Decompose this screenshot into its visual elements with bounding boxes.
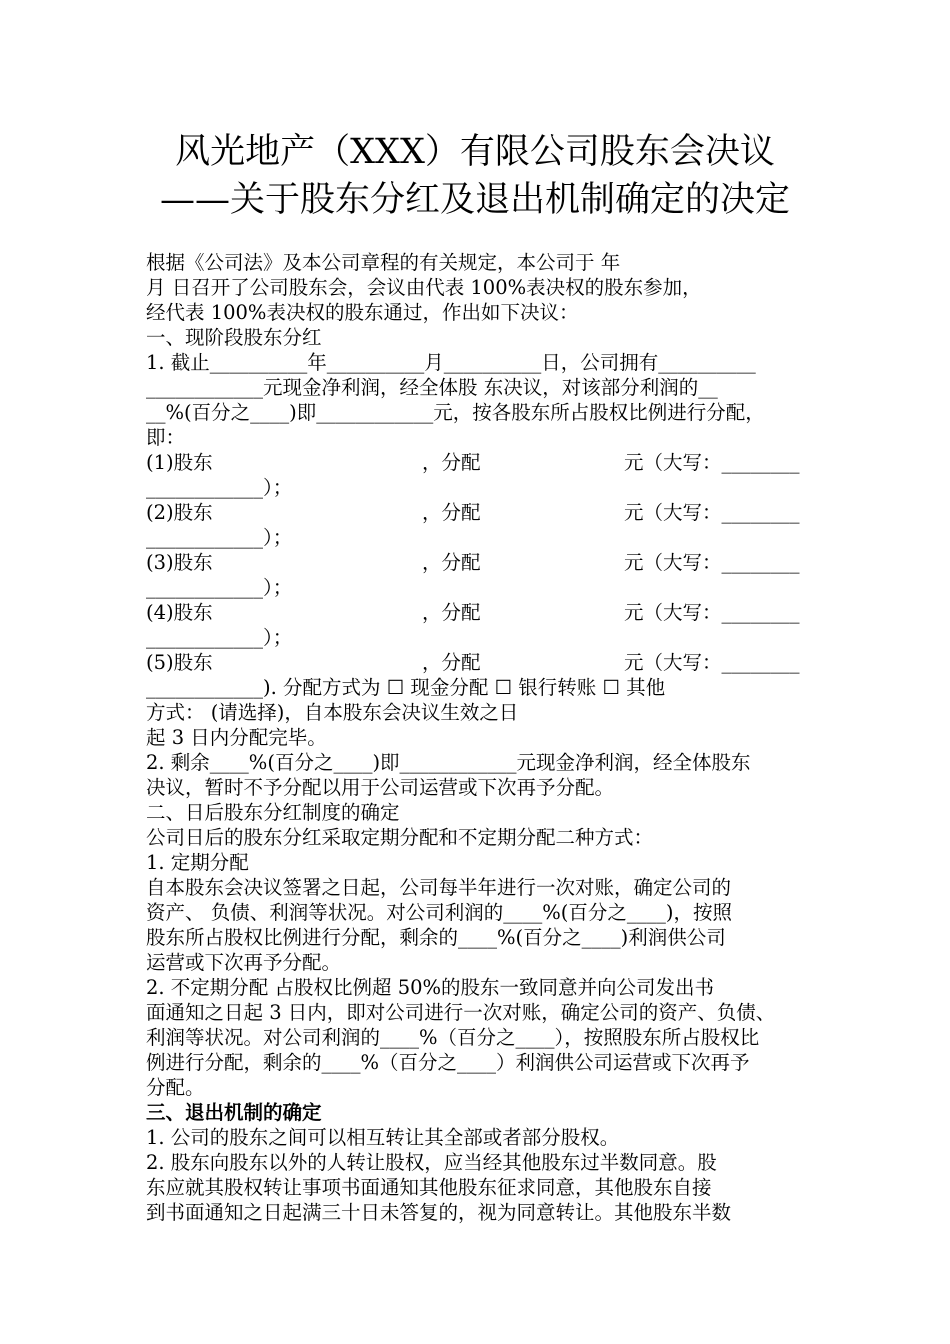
paragraph-line: 到书面通知之日起满三十日未答复的，视为同意转让。其他股东半数 [146,1201,732,1224]
shareholder-amount: 元（大写：________ [624,601,800,624]
shareholder-amount: 元（大写：________ [624,451,800,474]
paragraph-line: 起 3 日内分配完毕。 [146,726,327,749]
shareholder-label: (4)股东 [146,601,213,624]
paragraph-line: 面通知之日起 3 日内，即对公司进行一次对账，确定公司的资产、负债、 [146,1001,776,1024]
paragraph-line: 运营或下次再予分配。 [146,951,342,974]
paragraph-line: 例进行分配，剩余的____%（百分之____）利润供公司运营或下次再予 [146,1051,750,1074]
paragraph-line: 经代表 100%表决权的股东通过，作出如下决议： [146,301,579,324]
shareholder-amount: 元（大写：________ [624,501,800,524]
paragraph-line: ____________元现金净利润，经全体股 东决议，对该部分利润的__ [146,376,718,399]
paragraph-line: __%(百分之____)即____________元，按各股东所占股权比例进行分配， [146,401,765,424]
paragraph-line: 根据《公司法》及本公司章程的有关规定，本公司于 年 [146,251,621,274]
shareholder-label: (1)股东 [146,451,213,474]
section-heading-2: 二、日后股东分红制度的确定 [146,801,400,824]
shareholder-allocation: ，分配 [422,651,481,674]
shareholder-row-continuation: ____________）； [146,476,293,499]
paragraph-line: 2. 不定期分配 占股权比例超 50%的股东一致同意并向公司发出书 [146,976,715,999]
document-subtitle: ——关于股东分红及退出机制确定的决定 [159,180,790,220]
paragraph-line: 资产、 负债、利润等状况。对公司利润的____%(百分之____)，按照 [146,901,732,924]
shareholder-amount: 元（大写：________ [624,551,800,574]
shareholder-row-continuation [146,675,806,700]
paragraph-line: 月 日召开了公司股东会，会议由代表 100%表决权的股东参加， [146,276,702,299]
paragraph-line: 利润等状况。对公司利润的____%（百分之____），按照股东所占股权比 [146,1026,760,1049]
paragraph-line: 决议，暂时不予分配以用于公司运营或下次再予分配。 [146,776,615,799]
shareholder-allocation: ，分配 [422,601,481,624]
shareholder-row-continuation: ____________）； [146,576,293,599]
shareholder-allocation: ，分配 [422,501,481,524]
paragraph-line: 方式： (请选择)，自本股东会决议生效之日 [146,701,519,724]
shareholder-amount-continuation: ____________ [146,676,263,699]
section-heading-1: 一、现阶段股东分红 [146,326,322,349]
paragraph-line: 2. 股东向股东以外的人转让股权，应当经其他股东过半数同意。股 [146,1151,717,1174]
shareholder-allocation: ，分配 [422,451,481,474]
paragraph-line: 1. 公司的股东之间可以相互转让其全部或者部分股权。 [146,1126,620,1149]
paragraph-line: 1. 定期分配 [146,851,249,874]
paragraph-line: 东应就其股权转让事项书面通知其他股东征求同意，其他股东自接 [146,1176,712,1199]
shareholder-label: (2)股东 [146,501,213,524]
distribution-method: ). 分配方式为 ☐ 现金分配 ☐ 银行转账 ☐ 其他 [263,676,666,699]
paragraph-line: 公司日后的股东分红采取定期分配和不定期分配二种方式： [146,826,654,849]
shareholder-amount: 元（大写：________ [624,651,800,674]
section-heading-3: 三、退出机制的确定 [146,1101,322,1124]
shareholder-allocation: ，分配 [422,551,481,574]
shareholder-row-continuation: ____________）； [146,526,293,549]
shareholder-label: (5)股东 [146,651,213,674]
shareholder-row-continuation: ____________）； [146,626,293,649]
paragraph-line: 1. 截止__________年__________月__________日，公司拥有__________ [146,351,756,374]
shareholder-label: (3)股东 [146,551,213,574]
paragraph-line: 股东所占股权比例进行分配，剩余的____%(百分之____)利润供公司 [146,926,726,949]
paragraph-line: 自本股东会决议签署之日起，公司每半年进行一次对账，确定公司的 [146,876,732,899]
paragraph-line: 即： [146,426,186,449]
paragraph-line: 2. 剩余____%(百分之____)即____________元现金净利润，经全体股东 [146,751,751,774]
document-title: 风光地产（XXX）有限公司股东会决议 [175,132,775,172]
paragraph-line: 分配。 [146,1076,205,1099]
